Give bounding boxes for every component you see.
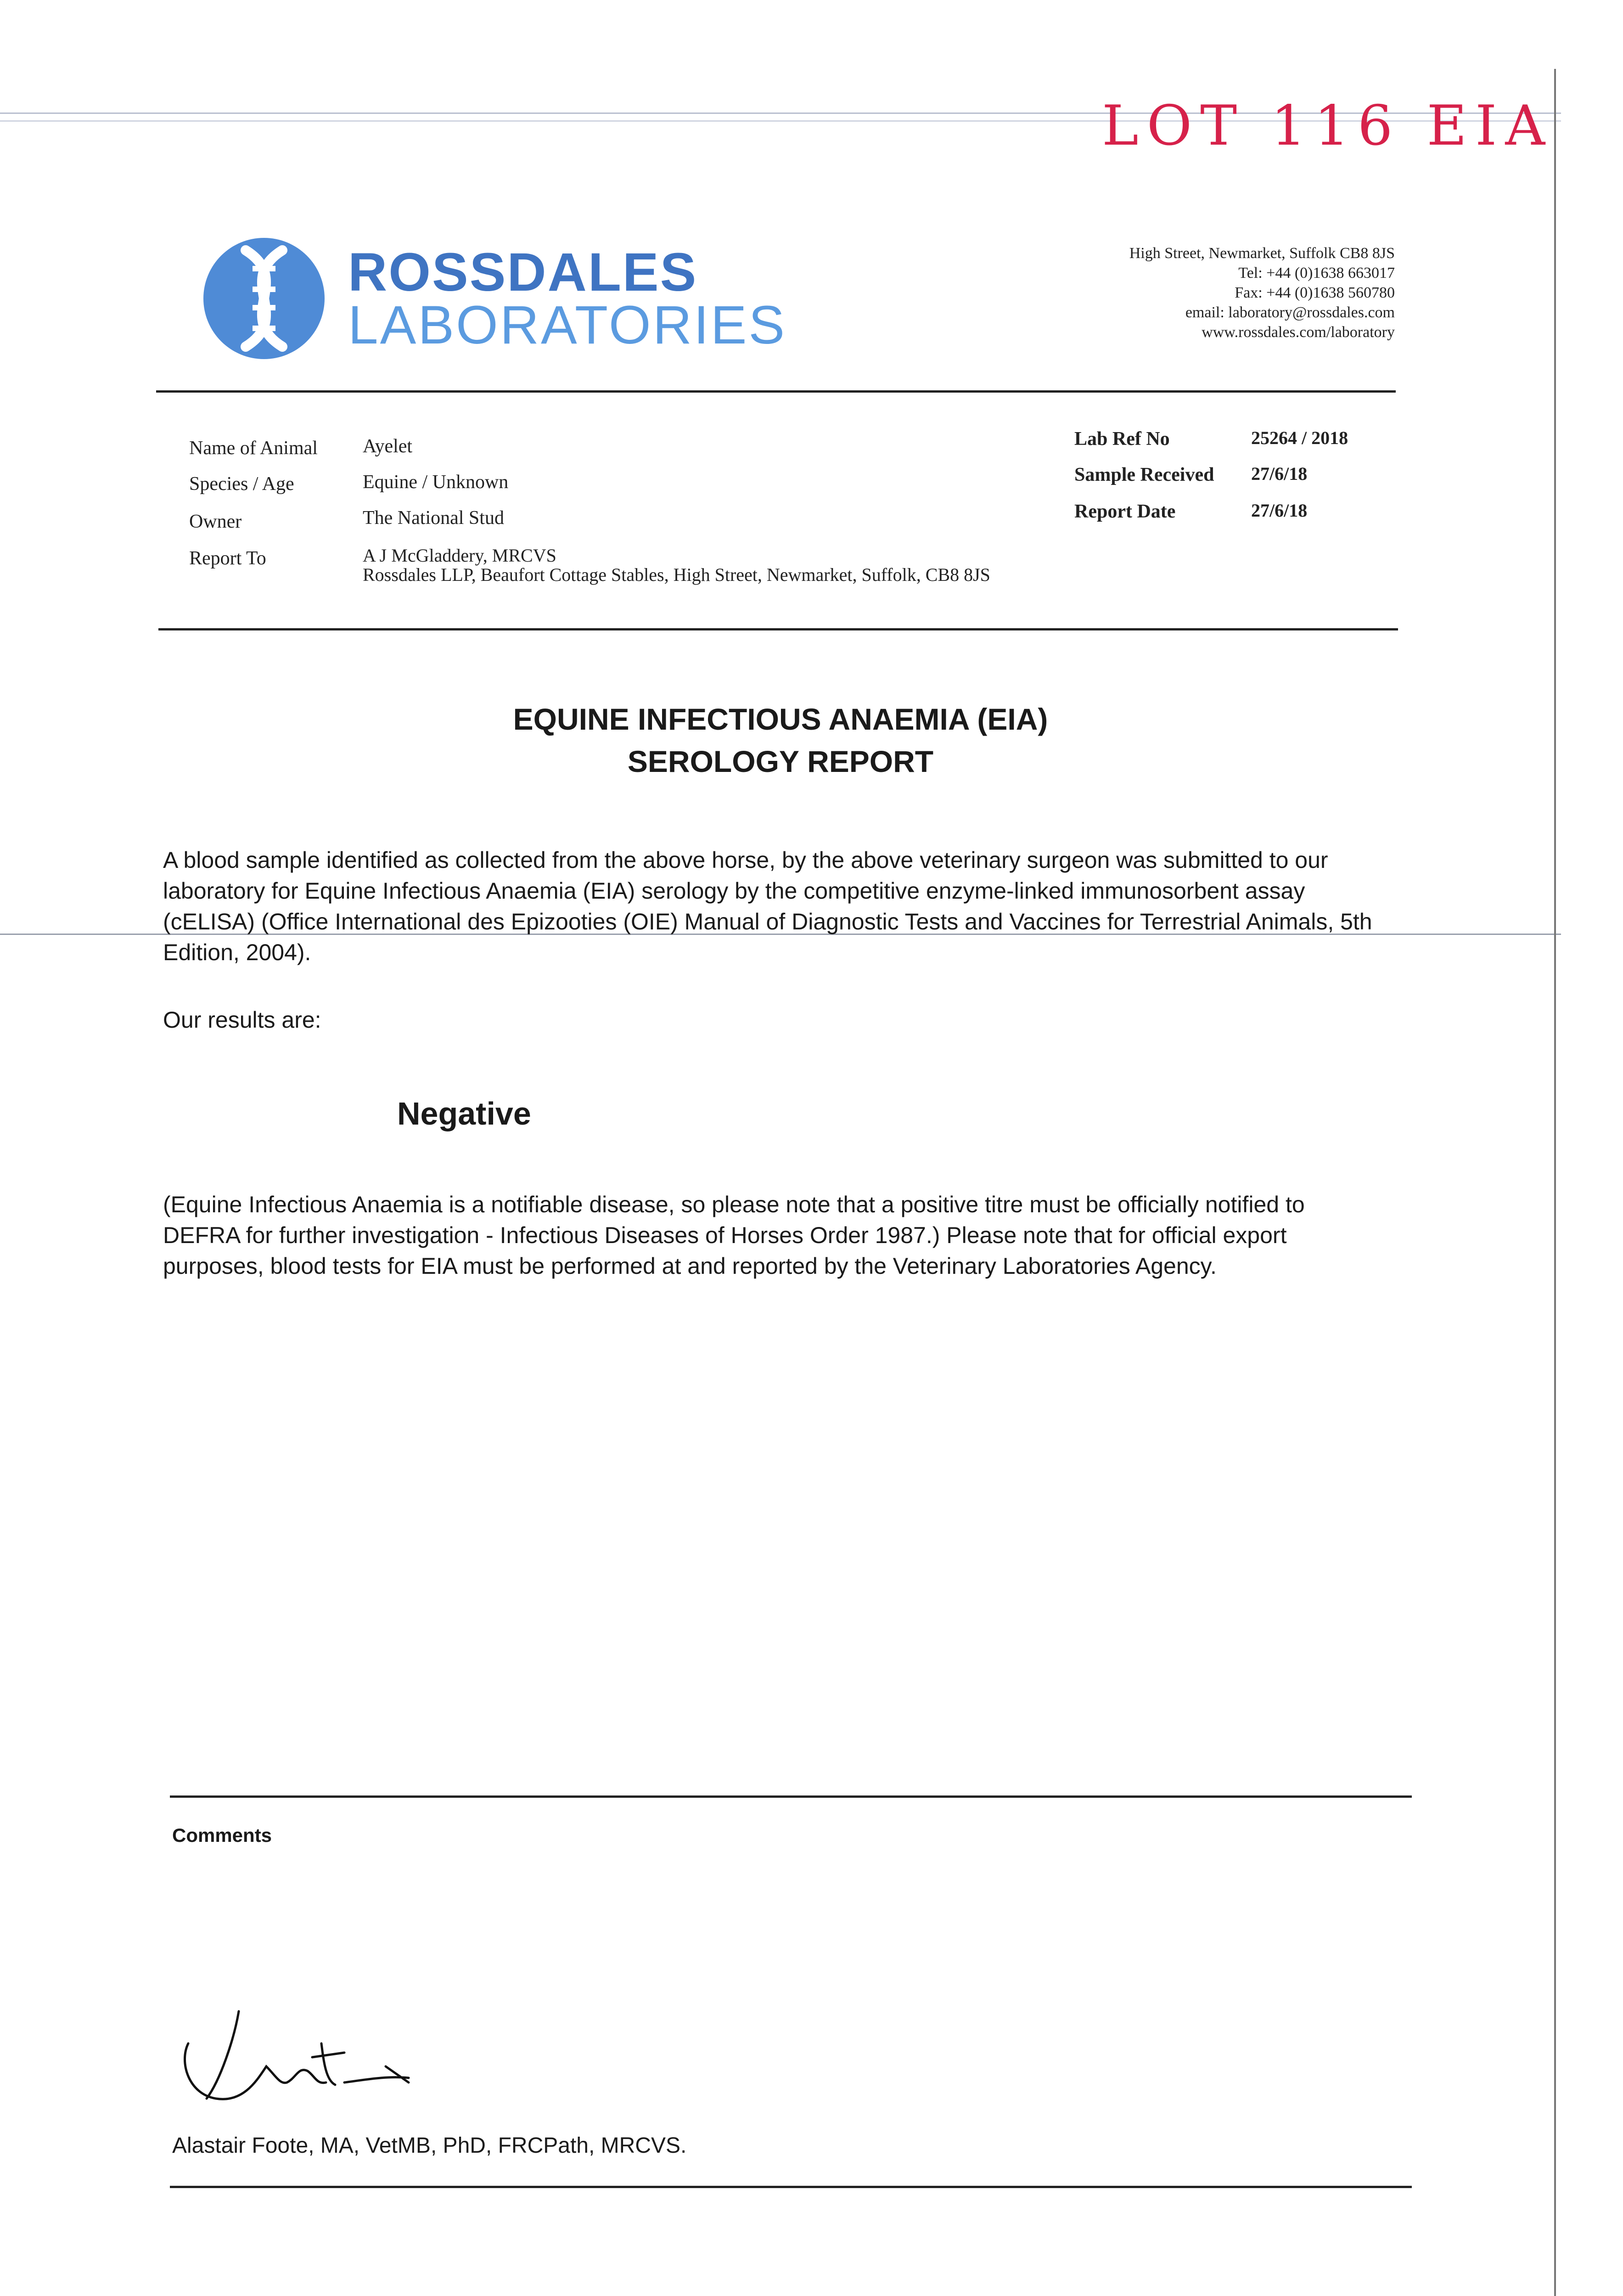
lab-ref-value: 25264 / 2018 — [1251, 428, 1348, 448]
report-to-address: Rossdales LLP, Beaufort Cottage Stables, High Street, Newmarket, Suffolk, CB8 8JS — [363, 564, 990, 585]
divider-header — [156, 390, 1396, 393]
notice-paragraph — [163, 1189, 1439, 1282]
address-phone: Tel: +44 (0)1638 663017 — [1238, 264, 1395, 281]
notice-line: DEFRA for further investigation - Infectious Diseases of Horses Order 1987.) Please note that for official export — [163, 1222, 1287, 1248]
sample-received-value: 27/6/18 — [1251, 463, 1308, 484]
report-title: EQUINE INFECTIOUS ANAEMIA (EIA) — [513, 702, 1048, 736]
result-value: Negative — [397, 1096, 531, 1131]
divider-footer — [170, 2186, 1412, 2188]
brand-subname: LABORATORIES — [348, 295, 787, 355]
address-fax: Fax: +44 (0)1638 560780 — [1235, 284, 1395, 301]
report-subtitle: SEROLOGY REPORT — [627, 744, 934, 778]
intro-line: Edition, 2004). — [163, 940, 311, 965]
owner-label: Owner — [189, 511, 242, 532]
address-line: High Street, Newmarket, Suffolk CB8 8JS — [1129, 245, 1395, 262]
sample-received-label: Sample Received — [1074, 464, 1214, 485]
intro-line: (cELISA) (Office International des Epizooties (OIE) Manual of Diagnostic Tests and Vaccines for Terrestrial Animals, 5th — [163, 909, 1372, 934]
handwritten-lot-note: LOT 116 EIA — [1102, 94, 1554, 158]
name-of-animal-value: Ayelet — [363, 436, 413, 457]
name-of-animal-label: Name of Animal — [189, 438, 318, 459]
divider-comments — [170, 1795, 1412, 1798]
results-intro: Our results are: — [163, 1007, 321, 1033]
lab-ref-label: Lab Ref No — [1074, 428, 1170, 450]
owner-value: The National Stud — [363, 507, 504, 529]
intro-line: laboratory for Equine Infectious Anaemia (EIA) serology by the competitive enzyme-linked immunosorbent assay — [163, 878, 1305, 904]
comments-label: Comments — [172, 1824, 272, 1846]
notice-line: (Equine Infectious Anaemia is a notifiable disease, so please note that a positive titre must be officially notified to — [163, 1192, 1305, 1217]
divider-details — [158, 628, 1398, 630]
signature-image — [170, 2002, 491, 2117]
intro-line: A blood sample identified as collected from the above horse, by the above veterinary surgeon was submitted to our — [163, 847, 1328, 873]
species-age-value: Equine / Unknown — [363, 472, 509, 493]
address-email: email: laboratory@rossdales.com — [1185, 304, 1395, 321]
notice-line: purposes, blood tests for EIA must be performed at and reported by the Veterinary Laboratories Agency. — [163, 1253, 1217, 1279]
report-to-label: Report To — [189, 548, 266, 569]
intro-paragraph — [163, 845, 1403, 968]
brand-name: ROSSDALES — [348, 242, 698, 303]
lab-address — [1129, 243, 1395, 342]
report-date-value: 27/6/18 — [1251, 500, 1308, 521]
species-age-label: Species / Age — [189, 473, 294, 495]
scan-edge-right — [1554, 69, 1556, 2296]
dna-helix-icon — [202, 236, 326, 360]
report-to-value: A J McGladdery, MRCVS — [363, 545, 556, 566]
address-website: www.rossdales.com/laboratory — [1202, 324, 1395, 341]
signatory-name: Alastair Foote, MA, VetMB, PhD, FRCPath, MRCVS. — [172, 2133, 687, 2158]
report-date-label: Report Date — [1074, 501, 1176, 522]
